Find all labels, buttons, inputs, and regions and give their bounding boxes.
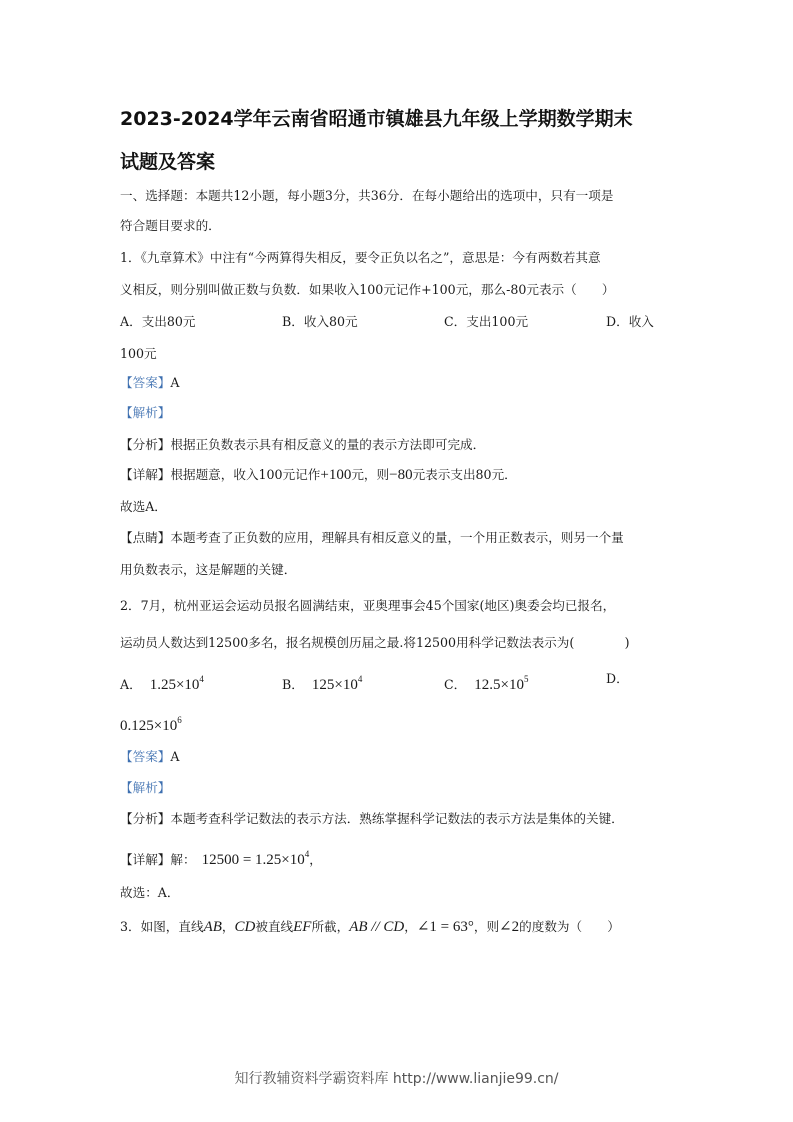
math-base: 1.25×10 [149, 677, 200, 693]
q1-dianjing-line1 [120, 529, 624, 547]
q2-option-b [282, 670, 362, 694]
xiangjie-end: ， [309, 852, 322, 867]
option-label: B． [282, 677, 304, 692]
xiangjie-math [201, 849, 310, 868]
xiangjie-text-c: 元表示支出80元． [412, 467, 517, 482]
q2-option-d [120, 711, 182, 735]
section-instruction-line1: 一、选择题：本题共12小题，每小题3分，共36分．在每小题给出的选项中，只有一项是 [120, 188, 614, 203]
xiangjie-text-a: 根据题意，收入100元记作 [170, 467, 321, 482]
math-exponent: 5 [523, 674, 529, 684]
q3-text-b: ， [221, 919, 235, 934]
q3-text-d: 所截， [311, 919, 350, 934]
q2-choose: 故选：A． [120, 885, 180, 900]
q1-option-b: B．收入80元 [282, 314, 358, 329]
xiangjie-text-b: 元，则 [351, 467, 390, 482]
xiangjie-tag: 【详解】 [120, 852, 171, 867]
q2-option-c [444, 670, 528, 694]
q3-text-e: ， [404, 919, 417, 934]
q3-text-a: 3．如图，直线 [120, 919, 204, 934]
xiangjie-text: 解： [170, 852, 196, 867]
math-ab: AB [203, 919, 222, 935]
q1-choose: 故选A． [120, 499, 167, 514]
analysis-tag: 【解析】 [120, 780, 171, 795]
q2-stem-line1: 2．7月，杭州亚运会运动员报名圆满结束，亚奥理事会45个国家(地区)奥委会均已报名， [120, 598, 616, 613]
math-exponent: 4 [304, 849, 310, 859]
math-base: 12500 = 1.25×10 [201, 852, 305, 868]
math-cd: CD [234, 919, 256, 935]
math-base: 12.5×10 [474, 677, 524, 693]
answer-tag: 【答案】 [120, 749, 171, 764]
q1-stem-line1: 1．《九章算术》中注有“今两算得失相反，要令正负以名之”，意思是：今有两数若其意 [120, 250, 601, 265]
answer-value: A [170, 375, 180, 390]
xiangjie-tag: 【详解】 [120, 467, 171, 482]
q1-fenxi [120, 436, 485, 454]
q1-option-d: D．收入 [606, 314, 654, 329]
q1-option-d-continued: 100元 [120, 346, 157, 361]
option-a-math [149, 674, 204, 693]
math-ef: EF [293, 919, 312, 935]
q2-stem-line2: 运动员人数达到12500多名，报名规模创历届之最.将12500用科学记数法表示为( ) [120, 635, 630, 650]
q3-text-c: 被直线 [255, 919, 294, 934]
q1-dianjing-line2: 用负数表示，这是解题的关键． [120, 562, 297, 577]
math-base: 125×10 [311, 677, 358, 693]
math-minus-80: −80 [389, 467, 413, 483]
q2-xiangjie [120, 845, 322, 869]
q1-stem-line2: 义相反，则分别叫做正数与负数．如果收入100元记作+100元，那么-80元表示（ ） [120, 282, 615, 297]
footer-watermark: 知行教辅资料学霸资料库 http://www.lianjie99.cn/ [234, 1071, 559, 1087]
fenxi-tag: 【分析】 [120, 437, 171, 452]
fenxi-tag: 【分析】 [120, 811, 171, 826]
q1-option-a: A．支出80元 [120, 314, 196, 329]
document-title-line2: 试题及答案 [120, 151, 216, 173]
math-exponent: 6 [177, 715, 182, 725]
fenxi-text: 根据正负数表示具有相反意义的量的表示方法即可完成． [170, 437, 486, 452]
answer-value: A [170, 749, 180, 764]
math-parallel: AB // CD [349, 919, 405, 935]
math-exponent: 4 [199, 674, 204, 684]
document-title-line1: 2023-2024学年云南省昭通市镇雄县九年级上学期数学期末 [120, 108, 633, 130]
math-exponent: 4 [357, 674, 363, 684]
option-d-math [120, 715, 182, 734]
math-angle2: ∠2 [499, 919, 520, 935]
q1-analysis-heading [120, 404, 170, 422]
q1-xiangjie [120, 466, 517, 484]
q2-option-d-label: D． [606, 671, 629, 686]
option-c-math [474, 674, 529, 693]
dianjing-tag: 【点睛】 [120, 530, 171, 545]
q2-analysis-heading [120, 779, 170, 797]
dianjing-text: 本题考查了正负数的应用，理解具有相反意义的量，一个用正数表示，则另一个量 [170, 530, 624, 545]
q2-option-a [120, 670, 204, 694]
option-label: A． [120, 677, 142, 692]
q3-stem [120, 918, 620, 936]
analysis-tag: 【解析】 [120, 405, 171, 420]
math-angle1: ∠1 = 63° [416, 919, 474, 935]
q1-option-c: C．支出100元 [444, 314, 529, 329]
section-instruction-line2: 符合题目要求的． [120, 218, 221, 233]
math-plus-100: +100 [320, 467, 352, 483]
answer-tag: 【答案】 [120, 375, 171, 390]
q2-answer [120, 748, 179, 766]
option-b-math [311, 674, 363, 693]
q3-text-f: ，则 [473, 919, 500, 934]
q2-fenxi [120, 810, 624, 828]
q3-text-g: 的度数为（ ） [519, 919, 620, 934]
option-label: C． [444, 677, 467, 692]
math-base: 0.125×10 [120, 718, 178, 734]
fenxi-text: 本题考查科学记数法的表示方法．熟练掌握科学记数法的表示方法是集体的关键． [170, 811, 624, 826]
q1-answer [120, 374, 179, 392]
